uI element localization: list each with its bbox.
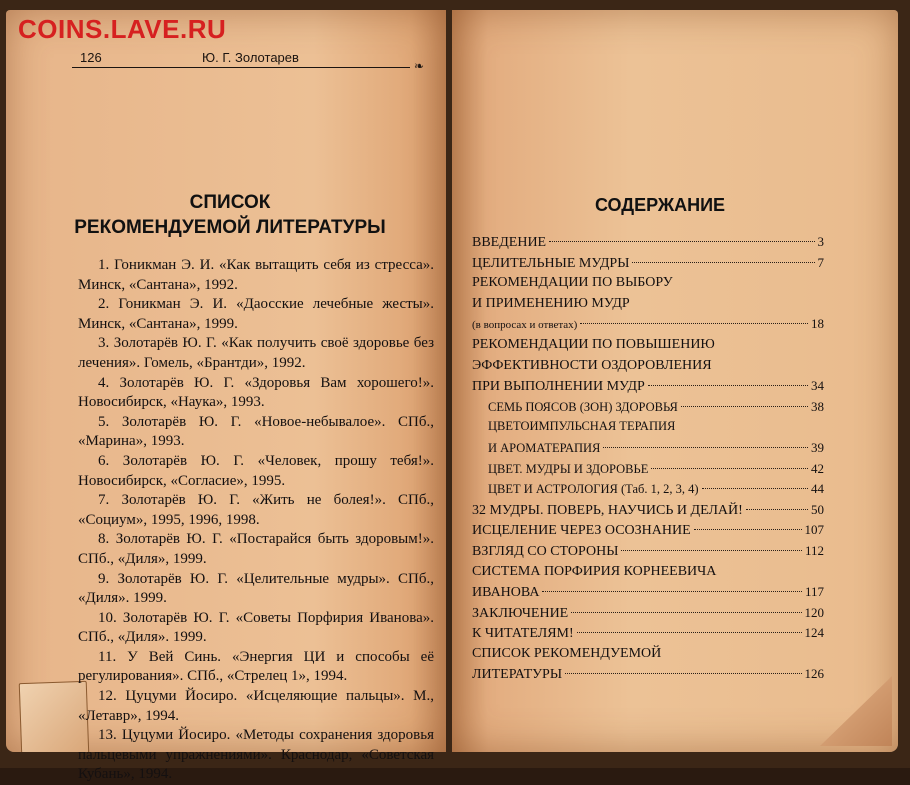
- toc-leader-dots: [571, 612, 801, 613]
- toc-page-number: 7: [817, 254, 824, 270]
- bibliography-entry: 5. Золотарёв Ю. Г. «Новое-небывалое». СПб., «Марина», 1993.: [78, 413, 434, 450]
- toc-leader-dots: [565, 673, 801, 674]
- toc-entry-title: ВЗГЛЯД СО СТОРОНЫ: [472, 543, 619, 559]
- toc-entry: [472, 399, 824, 420]
- toc-page-number: 39: [811, 439, 824, 455]
- contents-title: СОДЕРЖАНИЕ: [594, 195, 726, 215]
- toc-page-number: 107: [804, 522, 824, 538]
- running-head-author: Ю. Г. Золотарев: [202, 50, 299, 65]
- page-number: 126: [80, 50, 102, 65]
- watermark: COINS.LAVE.RU: [18, 14, 227, 44]
- toc-page-number: 120: [804, 604, 824, 620]
- running-head: [72, 50, 424, 73]
- toc-entry-title: СПИСОК РЕКОМЕНДУЕМОЙ: [472, 645, 662, 661]
- toc-page-number: 38: [811, 398, 824, 414]
- toc-entry: [472, 543, 824, 564]
- toc-leader-dots: [702, 488, 808, 489]
- bibliography-entry: 7. Золотарёв Ю. Г. «Жить не болея!». СПб., «Социум», 1995, 1996, 1998.: [78, 492, 434, 528]
- toc-entry-title: ЦВЕТ И АСТРОЛОГИЯ (Таб. 1, 2, 3, 4): [488, 482, 699, 497]
- header-rule: [72, 67, 410, 68]
- bibliography-entry: 13. Цуцуми Йосиро. «Методы сохранения здоровья пальцевыми упражнениями». Краснодар, «Советская Кубань», 1994.: [78, 727, 434, 783]
- toc-leader-dots: [621, 550, 802, 551]
- toc-leader-dots: [580, 323, 808, 324]
- toc-leader-dots: [651, 468, 808, 469]
- toc-page-number: 126: [804, 666, 824, 682]
- toc-page-number: 18: [811, 316, 824, 332]
- toc-entry: [472, 234, 824, 255]
- toc-leader-dots: [603, 447, 808, 448]
- toc-leader-dots: [549, 241, 814, 242]
- toc-entry-title: ВВЕДЕНИЕ: [472, 235, 547, 250]
- toc-entry: [472, 666, 824, 687]
- toc-entry-title: СЕМЬ ПОЯСОВ (ЗОН) ЗДОРОВЬЯ: [488, 399, 678, 414]
- toc-entry-title: (в вопросах и ответах): [472, 319, 578, 332]
- toc-entry-title: СИСТЕМА ПОРФИРИЯ КОРНЕЕВИЧА: [472, 563, 717, 579]
- toc-entry-title: 32 МУДРЫ. ПОВЕРЬ, НАУЧИСЬ И ДЕЛАЙ!: [472, 502, 743, 518]
- toc-entry: [472, 316, 824, 337]
- toc-leader-dots: [632, 262, 814, 263]
- toc-entry-title: ЦВЕТ. МУДРЫ И ЗДОРОВЬЕ: [488, 461, 649, 476]
- toc-entry: [472, 378, 824, 399]
- bibliography-title-line2: РЕКОМЕНДУЕМОЙ ЛИТЕРАТУРЫ: [74, 217, 386, 238]
- table-of-contents: [472, 234, 824, 687]
- toc-entry-title: ЦЕЛИТЕЛЬНЫЕ МУДРЫ: [472, 255, 630, 271]
- bibliography-entry: 3. Золотарёв Ю. Г. «Как получить своё здоровье без лечения». Гомель, «Брантди», 1992.: [78, 335, 434, 371]
- toc-entry: [472, 625, 824, 646]
- bibliography-entry: 6. Золотарёв Ю. Г. «Человек, прошу тебя!». Новосибирск, «Согласие», 1995.: [78, 452, 434, 489]
- toc-entry-title: ЭФФЕКТИВНОСТИ ОЗДОРОВЛЕНИЯ: [472, 357, 712, 373]
- toc-leader-dots: [746, 509, 808, 510]
- toc-leader-dots: [542, 591, 802, 592]
- bibliography-entry: 4. Золотарёв Ю. Г. «Здоровья Вам хорошего!». Новосибирск, «Наука», 1993.: [78, 374, 434, 411]
- toc-leader-dots: [681, 406, 808, 407]
- toc-entry-title: К ЧИТАТЕЛЯМ!: [472, 626, 574, 642]
- toc-entry-title: ЛИТЕРАТУРЫ: [472, 667, 563, 683]
- bibliography-entry: 9. Золотарёв Ю. Г. «Целительные мудры». СПб., «Диля». 1999.: [78, 570, 434, 607]
- toc-entry: [472, 564, 824, 585]
- toc-leader-dots: [694, 529, 802, 530]
- toc-entry-title: ЦВЕТОИМПУЛЬСНАЯ ТЕРАПИЯ: [488, 419, 676, 434]
- toc-leader-dots: [577, 632, 802, 633]
- bibliography-entry: 2. Гоникман Э. И. «Даосские лечебные жесты». Минск, «Сантана», 1999.: [78, 296, 434, 332]
- toc-entry-title: И ПРИМЕНЕНИЮ МУДР: [472, 295, 630, 311]
- toc-page-number: 50: [811, 501, 824, 517]
- toc-page-number: 44: [811, 481, 824, 497]
- bibliography-list: [78, 256, 434, 785]
- toc-leader-dots: [648, 385, 808, 386]
- bibliography-entry: 8. Золотарёв Ю. Г. «Постарайся быть здоровым!». СПб., «Диля», 1999.: [78, 531, 434, 567]
- toc-entry: [472, 440, 824, 461]
- bibliography-entry: 10. Золотарёв Ю. Г. «Советы Порфирия Иванова». СПб., «Диля». 1999.: [78, 609, 434, 646]
- toc-page-number: 112: [804, 542, 824, 558]
- toc-entry: [472, 358, 824, 379]
- toc-entry: [472, 275, 824, 296]
- toc-page-number: 3: [817, 234, 824, 249]
- toc-entry: [472, 646, 824, 667]
- bibliography-entry: 11. У Вей Синь. «Энергия ЦИ и способы её регулирования». СПб., «Стрелец 1», 1994.: [78, 648, 434, 685]
- toc-entry-title: ИВАНОВА: [472, 585, 540, 601]
- ornament-icon: ❧: [413, 59, 424, 73]
- toc-entry: [472, 502, 824, 523]
- toc-entry: [472, 296, 824, 317]
- toc-entry: [472, 605, 824, 626]
- toc-entry: [472, 255, 824, 276]
- bibliography-title-line1: СПИСОК: [189, 192, 271, 213]
- toc-entry-title: ИСЦЕЛЕНИЕ ЧЕРЕЗ ОСОЗНАНИЕ: [472, 523, 691, 539]
- bibliography-entry: 1. Гоникман Э. И. «Как вытащить себя из стресса». Минск, «Сантана», 1992.: [78, 257, 434, 293]
- toc-entry: [472, 337, 824, 358]
- toc-entry-title: РЕКОМЕНДАЦИИ ПО ПОВЫШЕНИЮ: [472, 336, 715, 352]
- bibliography-title: [20, 190, 440, 240]
- toc-page-number: 42: [811, 460, 824, 476]
- bibliography-entry: 12. Цуцуми Йосиро. «Исцеляющие пальцы». М., «Летавр», 1994.: [78, 688, 434, 724]
- toc-entry-title: ЗАКЛЮЧЕНИЕ: [472, 605, 569, 621]
- toc-entry-title: ПРИ ВЫПОЛНЕНИИ МУДР: [472, 379, 645, 395]
- toc-entry-title: И АРОМАТЕРАПИЯ: [488, 440, 601, 455]
- toc-page-number: 117: [804, 584, 824, 600]
- toc-entry: [472, 522, 824, 543]
- toc-entry: [472, 481, 824, 502]
- toc-page-number: 34: [811, 378, 824, 394]
- toc-entry: [472, 584, 824, 605]
- toc-entry-title: РЕКОМЕНДАЦИИ ПО ВЫБОРУ: [472, 275, 673, 291]
- toc-entry: [472, 419, 824, 440]
- toc-page-number: 124: [804, 625, 824, 641]
- toc-entry: [472, 461, 824, 482]
